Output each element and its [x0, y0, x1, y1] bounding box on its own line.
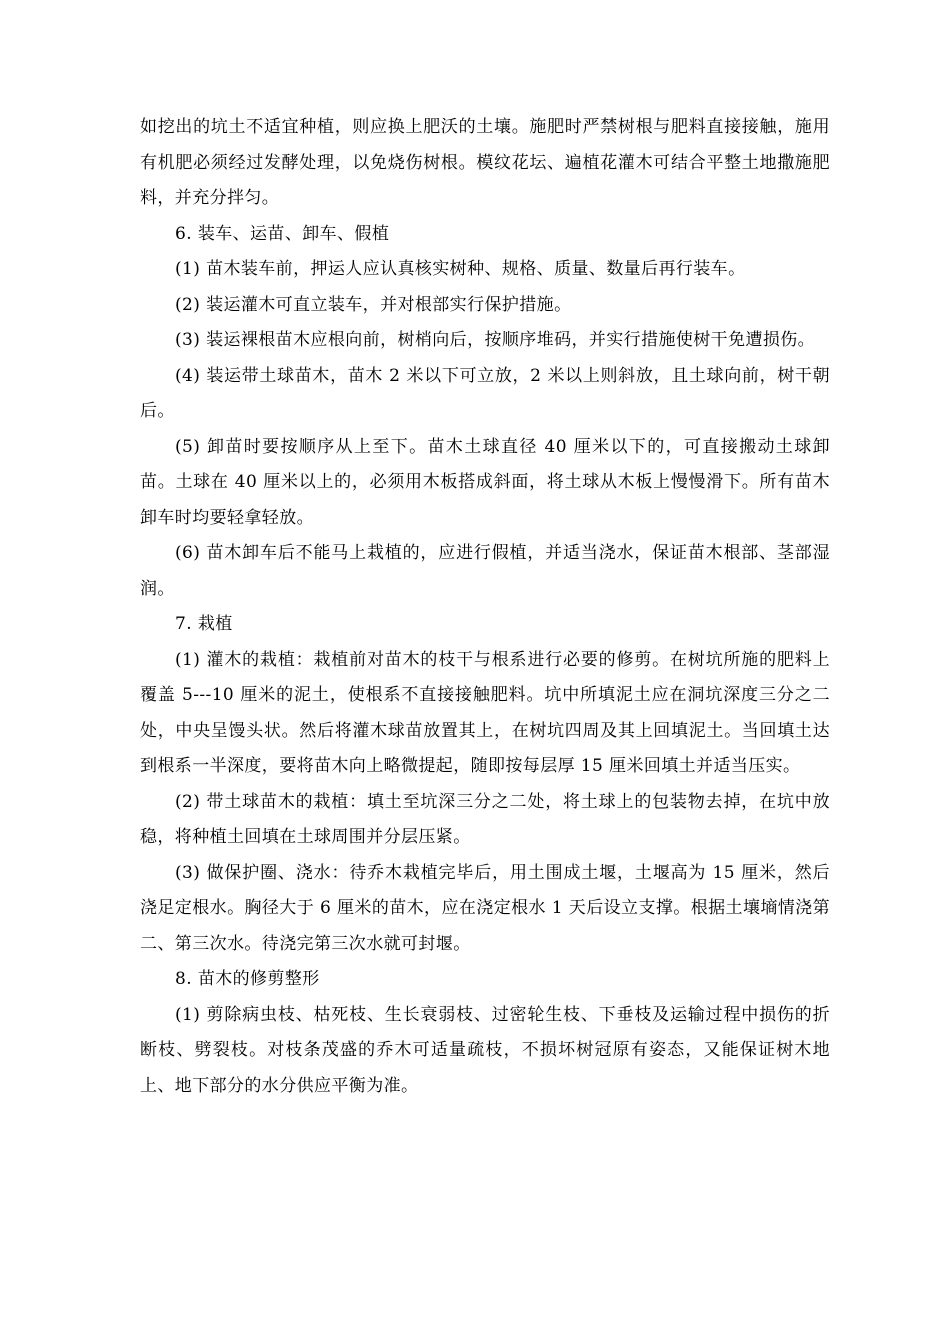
paragraph-soil-fertilizer: 如挖出的坑土不适宜种植，则应换上肥沃的土壤。施肥时严禁树根与肥料直接接触，施用有机肥必须经过发酵处理，以免烧伤树根。模纹花坛、遍植花灌木可结合平整土地撒施肥料，并充分拌匀。 [140, 117, 830, 208]
list-item-7-1: (1) 灌木的栽植：栽植前对苗木的枝干与根系进行必要的修剪。在树坑所施的肥料上覆盖 5---10 厘米的泥土，使根系不直接接触肥料。坑中所填泥土应在洞坑深度三分之二处，中央呈馒头状。然后将灌木球苗放置其上，在树坑四周及其上回填泥土。当回填土达到根系一半深度，要将苗木向上略微提起，随即按每层厚 15 厘米回填土并适当压实。 [140, 649, 830, 776]
list-item-7-2: (2) 带土球苗木的栽植：填土至坑深三分之二处，将土球上的包装物去掉，在坑中放稳，将种植土回填在土球周围并分层压紧。 [140, 791, 830, 847]
section-heading-8: 8. 苗木的修剪整形 [175, 969, 320, 989]
list-item-6-4: (4) 装运带土球苗木，苗木 2 米以下可立放，2 米以上则斜放，且土球向前，树干朝后。 [140, 365, 830, 421]
list-item-6-1: (1) 苗木装车前，押运人应认真核实树种、规格、质量、数量后再行装车。 [175, 259, 746, 279]
document-body [140, 110, 830, 1104]
section-heading-6: 6. 装车、运苗、卸车、假植 [175, 223, 390, 244]
list-item-6-2: (2) 装运灌木可直立装车，并对根部实行保护措施。 [175, 294, 572, 315]
list-item-8-1: (1) 剪除病虫枝、枯死枝、生长衰弱枝、过密轮生枝、下垂枝及运输过程中损伤的折断枝、劈裂枝。对枝条茂盛的乔木可适量疏枝，不损坏树冠原有姿态，又能保证树木地上、地下部分的水分供应平衡为准。 [140, 1004, 830, 1096]
list-item-6-3: (3) 装运裸根苗木应根向前，树梢向后，按顺序堆码，并实行措施使树干免遭损伤。 [175, 330, 816, 350]
list-item-6-6: (6) 苗木卸车后不能马上栽植的，应进行假植，并适当浇水，保证苗木根部、茎部湿润。 [140, 543, 830, 599]
list-item-6-5: (5) 卸苗时要按顺序从上至下。苗木土球直径 40 厘米以下的，可直接搬动土球卸苗。土球在 40 厘米以上的，必须用木板搭成斜面，将土球从木板上慢慢滑下。所有苗木卸车时均要轻拿轻放。 [140, 436, 830, 528]
section-heading-7: 7. 栽植 [175, 614, 233, 634]
list-item-7-3: (3) 做保护圈、浇水：待乔木栽植完毕后，用土围成土堰，土堰高为 15 厘米，然后浇足定根水。胸径大于 6 厘米的苗木，应在浇定根水 1 天后设立支撑。根据土壤墒情浇第二、第三次水。待浇完第三次水就可封堰。 [140, 862, 830, 954]
